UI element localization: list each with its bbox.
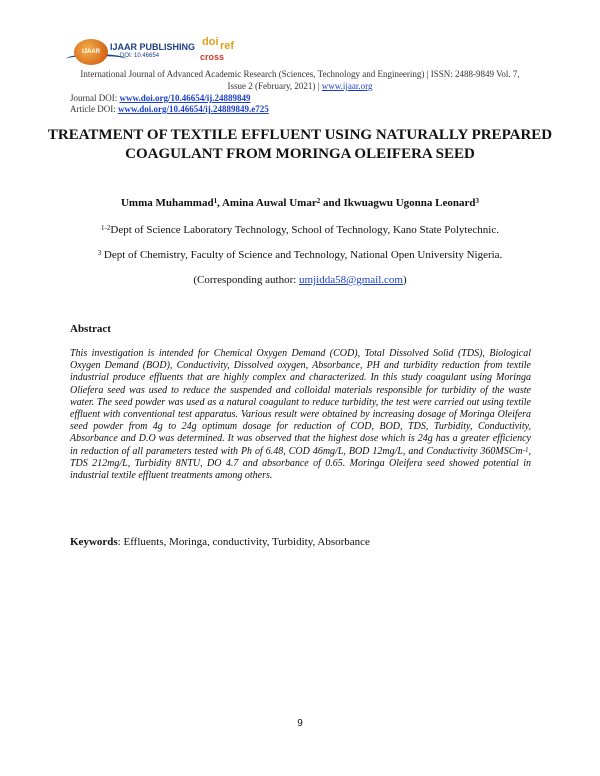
keywords-text: : Effluents, Moringa, conductivity, Turbidity, Absorbance (117, 536, 370, 548)
abstract-text-continued: , TDS 212mg/L, Turbidity 8NTU, DO 4.7 and absorbance of 0.65. Moringa Oleifera seed showed potential in industrial textile effluent treatments among others. (70, 445, 531, 482)
abstract-unit-sup: -1 (522, 445, 529, 454)
author-name: Amina Auwal Umar (221, 197, 317, 209)
affiliation-sup: 1-2 (101, 224, 111, 232)
journal-doi-label: Journal DOI: (70, 93, 118, 103)
paper-title: TREATMENT OF TEXTILE EFFLUENT USING NATURALLY PREPARED COAGULANT FROM MORINGA OLEIFERA SEED (47, 127, 553, 162)
ijaar-logo-icon: IJAAR (74, 39, 108, 65)
abstract-body (70, 348, 531, 482)
journal-citation (70, 68, 530, 92)
affiliation-2 (40, 249, 560, 261)
article-doi-label: Article DOI: (70, 104, 116, 114)
affiliation-text: Dept of Chemistry, Faculty of Science and Technology, National Open University Nigeria. (101, 249, 503, 261)
author-list (40, 197, 560, 209)
journal-doi-link[interactable]: www.doi.org/10.46654/ij.24889849 (119, 93, 251, 103)
keywords-label: Keywords (70, 536, 118, 548)
author-sup: 3 (475, 197, 480, 205)
crossref-doi-text: doi (202, 36, 219, 48)
crossref-cross-text: cross (200, 52, 225, 62)
affiliation-1 (40, 224, 560, 236)
publisher-name: IJAAR PUBLISHING (110, 42, 196, 52)
article-doi-line (70, 104, 269, 114)
abstract-heading: Abstract (70, 323, 111, 335)
affiliation-sup: 3 (97, 249, 102, 257)
author-separator: and (320, 197, 344, 209)
corresponding-suffix: ) (402, 274, 407, 286)
corresponding-email-link[interactable]: umjidda58@gmail.com (299, 274, 403, 286)
publisher-doi: DOI: 10.46654 (120, 53, 160, 59)
crossref-logo-icon (200, 36, 244, 66)
author-separator: , (217, 197, 222, 209)
affiliation-text: Dept of Science Laboratory Technology, School of Technology, Kano State Polytechnic. (110, 224, 499, 236)
author-sup: 1 (213, 197, 218, 205)
corresponding-author (40, 274, 560, 286)
corresponding-prefix: (Corresponding author: (193, 274, 300, 286)
journal-citation-text: International Journal of Advanced Academic Research (Sciences, Technology and Engineering) | ISSN: 2488-9849 Vol. 7, Issue 2 (February, 2021) | (80, 69, 520, 91)
crossref-ref-text: ref (220, 40, 235, 52)
journal-doi-line (70, 93, 251, 103)
author-name: Ikwuagwu Ugonna Leonard (343, 197, 476, 209)
article-doi-link[interactable]: www.doi.org/10.46654/ij.24889849.e725 (117, 104, 269, 114)
author-sup: 2 (316, 197, 321, 205)
abstract-text: This investigation is intended for Chemical Oxygen Demand (COD), Total Dissolved Solid (TDS), Biological Oxygen Demand (BOD), Conductivity, Dissolved oxygen, Absorbance, PH and turbidity reduction from textile industrial produce effluents that are highly complex and characterized. In this study coagulant using Moringa Oliefera seed was used to reduce the suspended and colloidal materials responsible for turbidity of the waste water. The seed powder was used as a natural coagulant to reduce turbidity, the test were carried out using textile effluent with conventional test apparatus. Various result were obtained by increasing dosage of Moringa Oleifera seed powder from 4g to 24g optimum dosage for reduction of COD, BOD, TDS, Turbidity, Conductivity, Absorbance and D.O was determined. It was observed that the highest dose which is 24g has a greater efficiency in reduction of all parameters tested with Ph of 6.48, COD 46mg/L, BOD 12mg/L, and Conductivity 360MSCm (70, 348, 531, 457)
page-number: 9 (297, 718, 303, 729)
author-name: Umma Muhammad (120, 197, 214, 209)
journal-website-link[interactable]: www.ijaar.org (321, 81, 373, 91)
keywords (70, 536, 370, 548)
